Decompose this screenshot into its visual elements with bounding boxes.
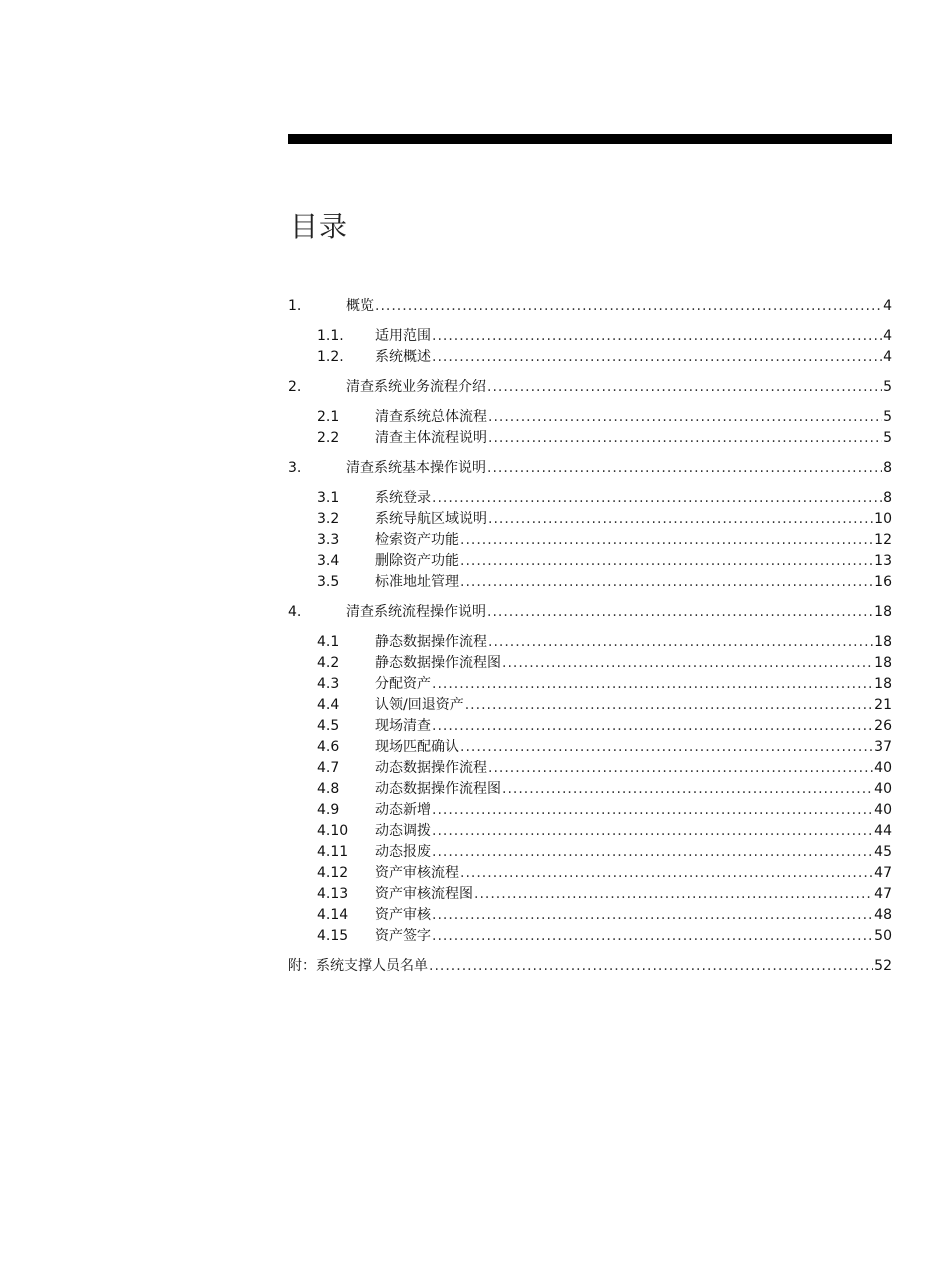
toc-entry[interactable] <box>288 428 892 449</box>
toc-entry-number: 4.7 <box>317 760 340 776</box>
toc-entry-number: 3.1 <box>317 490 340 506</box>
toc-entry-page: 26 <box>874 718 892 734</box>
toc-entry-page: 50 <box>874 928 892 944</box>
toc-entry-page: 5 <box>883 430 892 446</box>
toc-dot-leader <box>465 695 873 716</box>
toc-entry[interactable] <box>288 458 892 479</box>
toc-entry-title: 清查系统总体流程 <box>375 409 487 425</box>
toc-dot-leader <box>460 863 873 884</box>
toc-entry[interactable] <box>288 842 892 863</box>
toc-entry-page: 40 <box>874 781 892 797</box>
toc-entry-title: 适用范围 <box>375 328 431 344</box>
toc-title: 目录 <box>290 209 349 243</box>
toc-entry-title: 动态调拨 <box>375 823 431 839</box>
toc-dot-leader <box>375 296 882 317</box>
toc-entry-title: 静态数据操作流程图 <box>375 655 501 671</box>
toc-entry-page: 8 <box>883 490 892 506</box>
toc-entry-number: 4. <box>288 604 302 620</box>
toc-entry-page: 8 <box>883 460 892 476</box>
toc-dot-leader <box>432 800 873 821</box>
toc-entry-title: 附：系统支撑人员名单 <box>288 958 428 974</box>
toc-entry-number: 3.3 <box>317 532 340 548</box>
toc-entry-number: 3.4 <box>317 553 340 569</box>
toc-entry-page: 4 <box>883 298 892 314</box>
toc-entry-title: 概览 <box>346 298 374 314</box>
toc-dot-leader <box>432 821 873 842</box>
toc-entry[interactable] <box>288 800 892 821</box>
toc-dot-leader <box>502 779 873 800</box>
toc-entry[interactable] <box>288 530 892 551</box>
toc-entry-page: 12 <box>874 532 892 548</box>
toc-entry[interactable] <box>288 956 892 977</box>
toc-entry-title: 现场匹配确认 <box>375 739 459 755</box>
toc-entry-page: 47 <box>874 865 892 881</box>
toc-entry[interactable] <box>288 296 892 317</box>
toc-dot-leader <box>487 377 882 398</box>
toc-entry-number: 4.15 <box>317 928 349 944</box>
toc-entry[interactable] <box>288 821 892 842</box>
toc-entry-number: 4.5 <box>317 718 340 734</box>
header-rule <box>288 134 892 144</box>
toc-entry-title: 系统概述 <box>375 349 431 365</box>
toc-dot-leader <box>432 347 882 368</box>
toc-entry-title: 资产审核流程图 <box>375 886 473 902</box>
toc-dot-leader <box>460 530 873 551</box>
toc-entry-title: 认领/回退资产 <box>375 697 464 713</box>
toc-entry-number: 1.1. <box>317 328 344 344</box>
toc-entry-page: 18 <box>874 634 892 650</box>
toc-entry-title: 清查系统流程操作说明 <box>346 604 486 620</box>
toc-entry-number: 2.2 <box>317 430 340 446</box>
toc-entry[interactable] <box>288 695 892 716</box>
toc-entry-number: 4.2 <box>317 655 340 671</box>
toc-entry-page: 4 <box>883 349 892 365</box>
toc-entry-number: 4.3 <box>317 676 340 692</box>
toc-entry-number: 4.13 <box>317 886 349 902</box>
toc-entry-number: 4.6 <box>317 739 340 755</box>
toc-entry-title: 动态数据操作流程 <box>375 760 487 776</box>
toc-entry-page: 16 <box>874 574 892 590</box>
toc-entry-number: 3.5 <box>317 574 340 590</box>
toc-entry-title: 清查主体流程说明 <box>375 430 487 446</box>
toc-entry-title: 资产签字 <box>375 928 431 944</box>
toc-entry-page: 47 <box>874 886 892 902</box>
toc-entry-number: 4.8 <box>317 781 340 797</box>
toc-entry-page: 37 <box>874 739 892 755</box>
toc-entry[interactable] <box>288 779 892 800</box>
toc-entry[interactable] <box>288 572 892 593</box>
toc-entry-page: 40 <box>874 802 892 818</box>
toc-entry-number: 3. <box>288 460 302 476</box>
toc-dot-leader <box>460 737 873 758</box>
toc-dot-leader <box>432 842 873 863</box>
toc-entry[interactable] <box>288 377 892 398</box>
table-of-contents <box>288 296 892 977</box>
toc-entry-title: 标准地址管理 <box>375 574 459 590</box>
toc-entry-title: 现场清查 <box>375 718 431 734</box>
toc-entry-title: 资产审核 <box>375 907 431 923</box>
toc-entry-page: 13 <box>874 553 892 569</box>
toc-dot-leader <box>474 884 873 905</box>
toc-dot-leader <box>487 602 873 623</box>
toc-entry-page: 52 <box>874 958 892 974</box>
toc-entry[interactable] <box>288 758 892 779</box>
toc-dot-leader <box>488 428 882 449</box>
toc-dot-leader <box>432 926 873 947</box>
toc-dot-leader <box>460 551 873 572</box>
toc-entry-number: 4.4 <box>317 697 340 713</box>
toc-entry[interactable] <box>288 326 892 347</box>
toc-dot-leader <box>429 956 873 977</box>
toc-entry-page: 48 <box>874 907 892 923</box>
toc-entry-number: 4.9 <box>317 802 340 818</box>
toc-entry[interactable] <box>288 863 892 884</box>
toc-entry-title: 分配资产 <box>375 676 431 692</box>
toc-entry[interactable] <box>288 716 892 737</box>
toc-entry-title: 动态报废 <box>375 844 431 860</box>
toc-dot-leader <box>488 509 873 530</box>
toc-entry-page: 18 <box>874 604 892 620</box>
toc-entry-number: 3.2 <box>317 511 340 527</box>
toc-dot-leader <box>502 653 873 674</box>
toc-entry[interactable] <box>288 509 892 530</box>
toc-dot-leader <box>432 674 873 695</box>
toc-entry-page: 18 <box>874 655 892 671</box>
toc-dot-leader <box>432 905 873 926</box>
toc-dot-leader <box>432 488 882 509</box>
toc-entry-page: 18 <box>874 676 892 692</box>
toc-entry[interactable] <box>288 926 892 947</box>
toc-dot-leader <box>488 758 873 779</box>
toc-entry[interactable] <box>288 737 892 758</box>
toc-entry-page: 5 <box>883 379 892 395</box>
toc-dot-leader <box>432 326 882 347</box>
toc-entry[interactable] <box>288 551 892 572</box>
toc-entry-page: 21 <box>874 697 892 713</box>
toc-entry[interactable] <box>288 602 892 623</box>
toc-dot-leader <box>487 458 882 479</box>
toc-entry-number: 4.1 <box>317 634 340 650</box>
toc-entry-title: 静态数据操作流程 <box>375 634 487 650</box>
toc-entry-page: 45 <box>874 844 892 860</box>
toc-entry-number: 1. <box>288 298 302 314</box>
toc-entry-number: 2. <box>288 379 302 395</box>
toc-entry[interactable] <box>288 653 892 674</box>
toc-entry[interactable] <box>288 632 892 653</box>
toc-entry[interactable] <box>288 488 892 509</box>
toc-entry-title: 清查系统业务流程介绍 <box>346 379 486 395</box>
toc-entry-number: 4.11 <box>317 844 349 860</box>
toc-entry-title: 系统登录 <box>375 490 431 506</box>
toc-entry-page: 4 <box>883 328 892 344</box>
toc-entry[interactable] <box>288 905 892 926</box>
toc-entry[interactable] <box>288 674 892 695</box>
toc-entry-number: 1.2. <box>317 349 344 365</box>
toc-entry-title: 清查系统基本操作说明 <box>346 460 486 476</box>
toc-entry-number: 4.14 <box>317 907 349 923</box>
toc-entry-page: 40 <box>874 760 892 776</box>
toc-entry-page: 44 <box>874 823 892 839</box>
toc-dot-leader <box>432 716 873 737</box>
toc-dot-leader <box>460 572 873 593</box>
toc-entry-title: 动态新增 <box>375 802 431 818</box>
toc-entry-number: 2.1 <box>317 409 340 425</box>
toc-entry[interactable] <box>288 347 892 368</box>
toc-dot-leader <box>488 632 873 653</box>
toc-entry-number: 4.12 <box>317 865 349 881</box>
toc-entry-number: 4.10 <box>317 823 349 839</box>
toc-entry-page: 5 <box>883 409 892 425</box>
toc-entry-title: 检索资产功能 <box>375 532 459 548</box>
toc-entry-title: 动态数据操作流程图 <box>375 781 501 797</box>
toc-entry-title: 资产审核流程 <box>375 865 459 881</box>
toc-entry-title: 删除资产功能 <box>375 553 459 569</box>
toc-entry[interactable] <box>288 884 892 905</box>
toc-entry-title: 系统导航区域说明 <box>375 511 487 527</box>
toc-entry[interactable] <box>288 407 892 428</box>
toc-dot-leader <box>488 407 882 428</box>
toc-entry-page: 10 <box>874 511 892 527</box>
